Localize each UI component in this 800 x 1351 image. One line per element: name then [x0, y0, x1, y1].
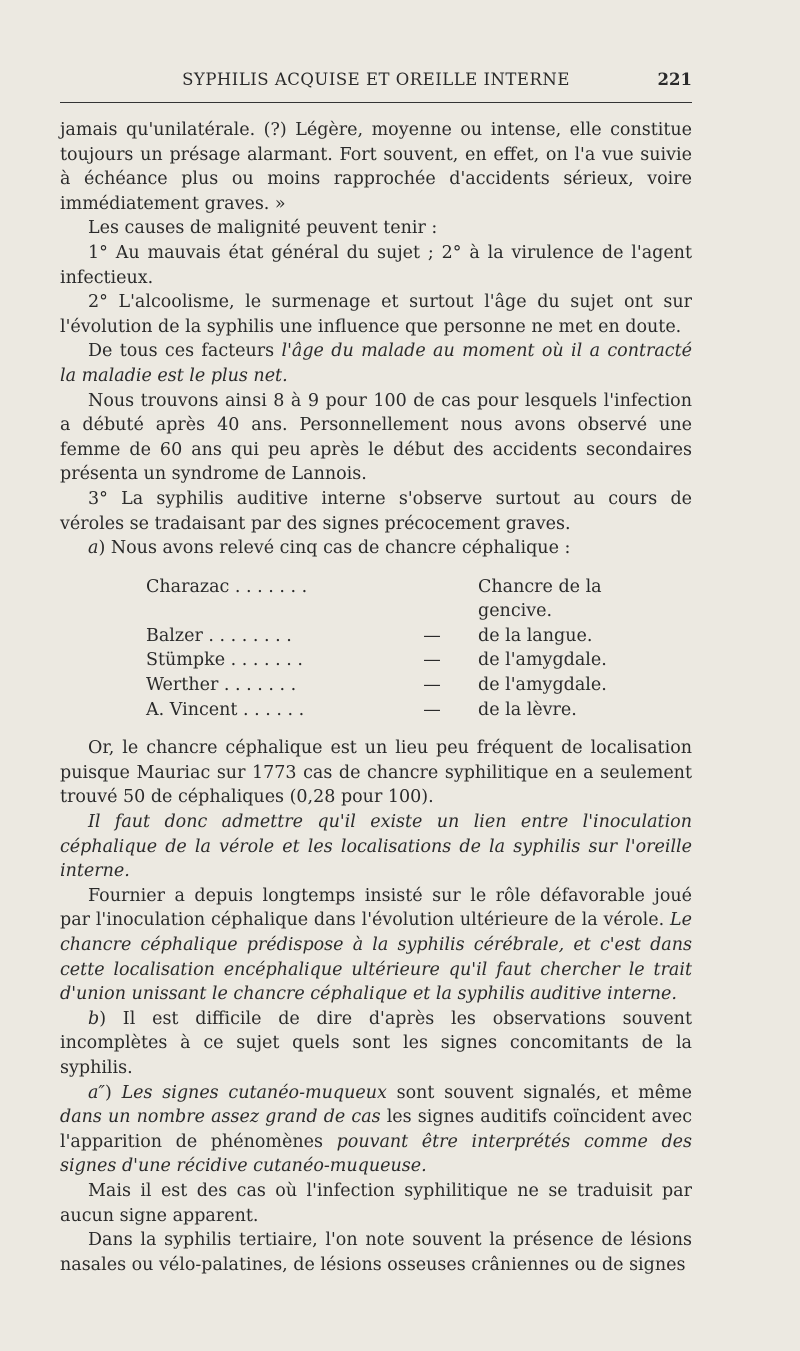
chancre-list-row: [146, 575, 622, 624]
chancre-list-row: [146, 698, 622, 723]
paragraph-p10: [60, 810, 692, 884]
chancre-list-row: [146, 624, 622, 649]
paragraph-p8: [60, 536, 692, 561]
paragraph-p7: [60, 487, 692, 536]
italic-text: Les signes cutanéo-muqueux: [121, 1082, 387, 1103]
leader-dots: . . . . . . . .: [202, 625, 292, 646]
ditto-dash: [386, 575, 478, 624]
italic-text: dans un nombre assez grand de cas: [60, 1107, 381, 1128]
paragraph-p6: [60, 389, 692, 487]
paragraph-p11: [60, 884, 692, 1007]
chancre-site: de la langue.: [478, 625, 593, 646]
text-block-bottom: [60, 736, 692, 1277]
text-segment: jamais qu'unilatérale. (?) Légère, moyenne ou intense, elle constitue toujours un présage alarmant. Fort souvent, en effet, on l'a vue suivie à échéance plus ou moins rapprochée d'accidents sérieux, voire immédiatement graves. »: [60, 120, 692, 214]
paragraph-p2: [60, 216, 692, 241]
text-segment: 2° L'alcoolisme, le surmenage et surtout l'âge du sujet ont sur l'évolution de la syphilis une influence que personne ne met en doute.: [60, 292, 692, 337]
italic-text: b: [88, 1008, 100, 1029]
text-segment: Or, le chancre céphalique est un lieu peu fréquent de localisation puisque Mauriac sur 1773 cas de chancre syphilitique en a seulement trouvé 50 de céphaliques (0,28 pour 100).: [60, 738, 692, 808]
author-name: Charazac . . . . . . .: [146, 576, 308, 597]
paragraph-p13: [60, 1081, 692, 1179]
author-name: A. Vincent . . . . . .: [146, 699, 305, 720]
page-number: 221: [657, 70, 692, 89]
italic-text: a″: [88, 1082, 105, 1103]
italic-text: pouvant être interprétés comme des signes d'une récidive cutanéo-muqueuse.: [60, 1131, 692, 1177]
text-segment: De tous ces facteurs: [88, 341, 282, 362]
page-body: [60, 118, 692, 1277]
ditto-dash: —: [423, 650, 441, 671]
text-segment: Fournier a depuis longtemps insisté sur le rôle défavorable joué par l'inoculation céphalique dans l'évolution ultérieure de la vérole.: [60, 885, 692, 931]
text-segment: Les causes de malignité peuvent tenir :: [88, 218, 438, 239]
paragraph-p12: [60, 1007, 692, 1081]
running-title: SYPHILIS ACQUISE ET OREILLE INTERNE: [182, 70, 570, 89]
chancre-site: de l'amygdale.: [478, 650, 607, 671]
text-block-top: [60, 118, 692, 561]
text-segment: ) Nous avons relevé cinq cas de chancre céphalique :: [98, 538, 571, 559]
author-name: Balzer . . . . . . . .: [146, 625, 292, 646]
ditto-dash: —: [423, 625, 441, 646]
italic-text: a: [88, 538, 99, 559]
paragraph-p15: [60, 1228, 692, 1277]
paragraph-p9: [60, 736, 692, 810]
paragraph-p4: [60, 290, 692, 339]
leader-dots: . . . . . . .: [225, 650, 303, 671]
paragraph-p14: [60, 1179, 692, 1228]
text-segment: 1° Au mauvais état général du sujet ; 2° à la virulence de l'agent infectieux.: [60, 242, 692, 288]
chancre-site: Chancre de la gencive.: [478, 576, 602, 622]
leader-dots: . . . . . .: [237, 699, 305, 720]
text-segment: ) Il est difficile de dire d'après les observations souvent incomplètes à ce sujet quels sont les signes concomitants de la syphilis.: [60, 1008, 692, 1078]
italic-text: l'âge du malade au moment où il a contracté la maladie est le plus net.: [60, 341, 692, 386]
chancre-list-row: [146, 648, 622, 673]
italic-text: Il faut donc admettre qu'il existe un lien entre l'inoculation céphalique de la vérole et les localisations de la syphilis sur l'oreille interne.: [60, 812, 692, 882]
text-segment: ): [104, 1082, 122, 1103]
ditto-dash: —: [423, 675, 441, 696]
text-segment: 3° La syphilis auditive interne s'observe surtout au cours de véroles se tradaisant par des signes précocement graves.: [60, 488, 692, 534]
text-segment: Dans la syphilis tertiaire, l'on note souvent la présence de lésions nasales ou vélo-palatines, de lésions osseuses crâniennes ou de signes: [60, 1230, 692, 1275]
author-name: Werther . . . . . . .: [146, 675, 297, 696]
author-name: Stümpke . . . . . . .: [146, 650, 303, 671]
chancre-list-row: [146, 673, 622, 698]
paragraph-p3: [60, 241, 692, 290]
text-segment: les signes auditifs coïncident avec l'apparition de phénomènes: [60, 1107, 692, 1152]
leader-dots: . . . . . . .: [229, 576, 308, 597]
page-header: [60, 60, 692, 103]
chancre-site: de l'amygdale.: [478, 675, 607, 696]
text-segment: Mais il est des cas où l'infection syphilitique ne se traduisit par aucun signe apparent.: [60, 1180, 692, 1226]
paragraph-p5: [60, 339, 692, 388]
text-segment: Nous trouvons ainsi 8 à 9 pour 100 de cas pour lesquels l'infection a débuté après 40 ans. Personnellement nous avons observé une femme de 60 ans qui peu après le début des accidents secondaires présenta un syndrome de Lannois.: [60, 390, 692, 485]
paragraph-p1: [60, 118, 692, 216]
text-segment: sont souvent signalés, et même: [386, 1082, 693, 1103]
ditto-dash: —: [423, 699, 441, 720]
italic-text: Le chancre céphalique prédispose à la syphilis cérébrale, et c'est dans cette localisation encéphalique ultérieure qu'il faut chercher le trait d'union unissant le chancre céphalique et la syphilis auditive interne.: [60, 910, 692, 1005]
leader-dots: . . . . . . .: [218, 675, 297, 696]
chancre-list: [146, 575, 622, 723]
chancre-site: de la lèvre.: [478, 699, 577, 720]
